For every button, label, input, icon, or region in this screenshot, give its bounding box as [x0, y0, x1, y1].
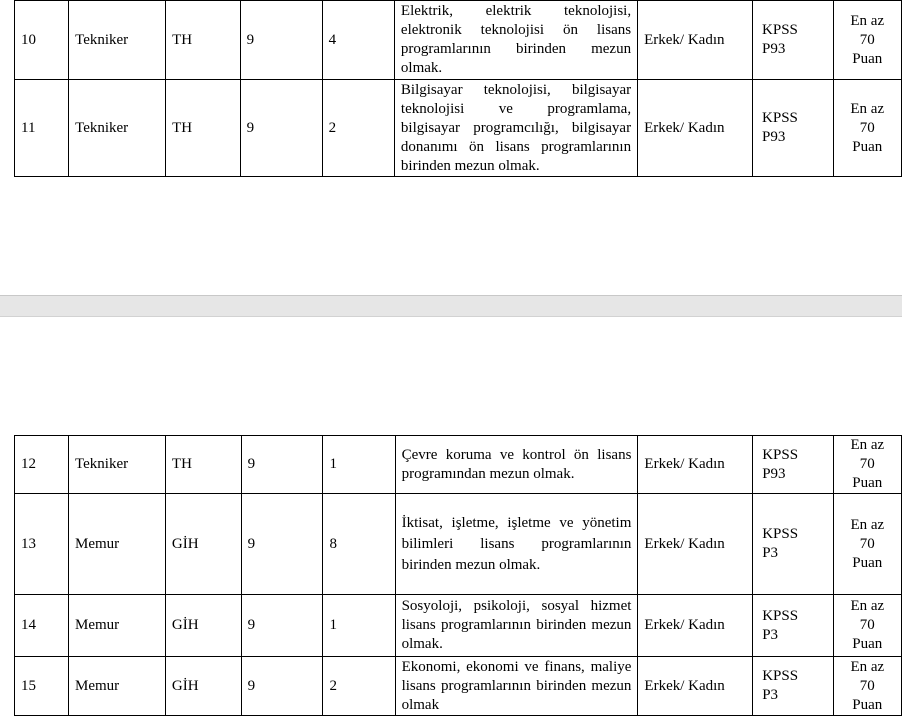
position-table-bottom [14, 435, 902, 716]
title-cell: Tekniker [69, 1, 166, 80]
page-separator [0, 295, 902, 317]
score-type-line: P3 [762, 626, 779, 643]
min-score-line: 70 [859, 617, 875, 633]
min-score-line: En az [850, 100, 885, 117]
row-number: 14 [15, 595, 69, 657]
grade-cell: 9 [241, 436, 323, 494]
class-cell: TH [166, 80, 241, 177]
quota-cell: 1 [323, 436, 395, 494]
class-cell: TH [165, 436, 241, 494]
score-type-line: KPSS [762, 22, 798, 38]
min-score-cell [833, 80, 901, 177]
gender-cell: Erkek/ Kadın [638, 1, 753, 80]
qualification-cell: Sosyoloji, psikoloji, sosyal hizmet lisans programlarının birinden mezun olmak. [395, 595, 638, 657]
score-type-cell [753, 80, 834, 177]
score-type-line: P3 [762, 545, 779, 561]
min-score-cell [833, 1, 901, 80]
row-number: 10 [15, 1, 69, 80]
class-cell: GİH [165, 494, 241, 595]
gender-cell: Erkek/ Kadın [638, 80, 753, 177]
title-cell: Memur [69, 657, 166, 716]
score-type-line: KPSS [762, 668, 799, 684]
min-score-line: Puan [852, 554, 883, 571]
min-score-line: Puan [852, 636, 883, 652]
score-type-line: KPSS [762, 110, 798, 126]
title-cell: Memur [69, 494, 166, 595]
score-type-cell [753, 657, 833, 716]
score-type-line: P93 [762, 129, 786, 145]
score-type-line: KPSS [762, 526, 799, 542]
table-row [15, 436, 902, 494]
class-cell: GİH [165, 595, 241, 657]
qualification-cell: Elektrik, elektrik teknolojisi, elektronik teknolojisi ön lisans programlarının birinden mezun olmak. [394, 1, 637, 80]
score-type-line: P3 [762, 687, 779, 703]
gender-cell: Erkek/ Kadın [638, 494, 753, 595]
min-score-line: En az [850, 516, 885, 533]
quota-cell: 2 [323, 657, 395, 716]
score-type-line: KPSS [762, 607, 799, 624]
min-score-line: En az [850, 437, 885, 453]
grade-cell: 9 [240, 80, 322, 177]
score-type-cell [753, 1, 834, 80]
min-score-cell [833, 436, 901, 494]
title-cell: Tekniker [69, 436, 166, 494]
class-cell: GİH [165, 657, 241, 716]
quota-cell: 4 [322, 1, 394, 80]
table-row [15, 80, 902, 177]
min-score-line: 70 [859, 31, 875, 48]
row-number: 15 [15, 657, 69, 716]
score-type-line: P93 [762, 465, 786, 482]
min-score-line: 70 [859, 535, 875, 552]
grade-cell: 9 [241, 494, 323, 595]
title-cell: Memur [69, 595, 166, 657]
min-score-line: Puan [852, 138, 883, 155]
min-score-cell [833, 595, 901, 657]
score-type-line: KPSS [762, 446, 799, 463]
qualification-cell: Bilgisayar teknolojisi, bilgisayar teknolojisi ve programlama, bilgisayar programcılığı, bilgisayar donanımı ön lisans programlarının birinden mezun olmak. [394, 80, 637, 177]
quota-cell: 1 [323, 595, 395, 657]
min-score-line: Puan [852, 696, 883, 713]
qualification-cell: Ekonomi, ekonomi ve finans, maliye lisans programlarının birinden mezun olmak [395, 657, 638, 716]
min-score-line: En az [850, 658, 885, 675]
quota-cell: 2 [322, 80, 394, 177]
gender-cell: Erkek/ Kadın [638, 436, 753, 494]
qualification-cell: İktisat, işletme, işletme ve yönetim bilimleri lisans programlarının birinden mezun olmak. [395, 494, 638, 595]
quota-cell: 8 [323, 494, 395, 595]
row-number: 11 [15, 80, 69, 177]
min-score-cell [833, 494, 901, 595]
min-score-line: 70 [859, 456, 875, 472]
title-cell: Tekniker [69, 80, 166, 177]
min-score-line: Puan [852, 50, 883, 67]
min-score-line: 70 [859, 119, 875, 136]
score-type-cell [753, 436, 833, 494]
gender-cell: Erkek/ Kadın [638, 657, 753, 716]
table-row [15, 494, 902, 595]
min-score-line: En az [850, 598, 885, 614]
score-type-cell [753, 494, 833, 595]
table-row [15, 657, 902, 716]
score-type-line: P93 [762, 41, 786, 57]
qualification-cell: Çevre koruma ve kontrol ön lisans programından mezun olmak. [395, 436, 638, 494]
grade-cell: 9 [241, 657, 323, 716]
row-number: 12 [15, 436, 69, 494]
table-row [15, 595, 902, 657]
min-score-cell [833, 657, 901, 716]
row-number: 13 [15, 494, 69, 595]
position-table-top [14, 0, 902, 177]
class-cell: TH [166, 1, 241, 80]
gender-cell: Erkek/ Kadın [638, 595, 753, 657]
min-score-line: Puan [852, 475, 883, 491]
table-row [15, 1, 902, 80]
score-type-cell [753, 595, 833, 657]
grade-cell: 9 [240, 1, 322, 80]
min-score-line: En az [850, 12, 885, 29]
min-score-line: 70 [859, 677, 875, 694]
grade-cell: 9 [241, 595, 323, 657]
